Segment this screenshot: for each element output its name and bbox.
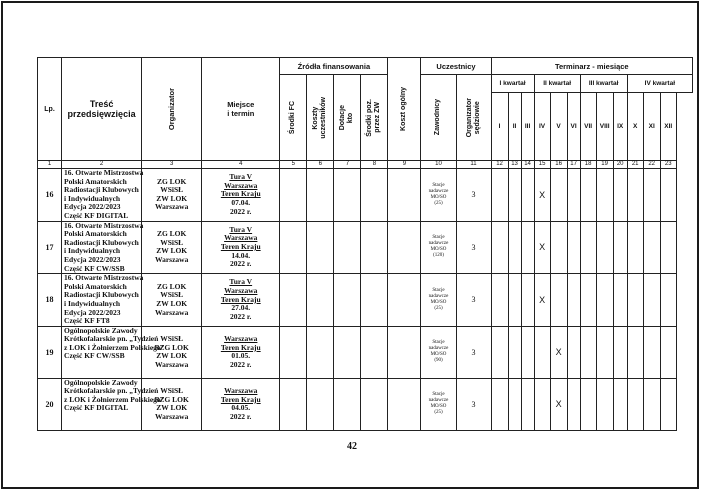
row-month-cell — [521, 378, 534, 430]
column-number: 2 — [62, 161, 142, 169]
row-tresc — [62, 221, 142, 274]
row-month-mark: X — [534, 169, 550, 222]
row-month-cell — [643, 378, 660, 430]
text-line: MO/SO — [430, 299, 447, 305]
text-line: Teren Kraju — [220, 242, 261, 252]
text-line: i Indywidualnych — [64, 246, 121, 256]
column-number: 6 — [307, 161, 334, 169]
row-month-cell — [660, 326, 676, 378]
row-miejsce — [202, 169, 280, 222]
text-line: Stacje — [432, 392, 445, 398]
text-line: (25) — [434, 410, 443, 416]
row-zawodnicy — [421, 326, 456, 378]
text-line: ZW LOK — [156, 246, 188, 256]
text-line: nadawcze — [428, 241, 449, 247]
text-line: Część KF DIGITAL — [64, 403, 129, 413]
row-organizator — [142, 169, 202, 222]
row-empty-cell — [280, 274, 307, 327]
row-tresc — [62, 274, 142, 327]
text-line: BZG LOK — [154, 394, 189, 404]
row-empty-cell — [280, 221, 307, 274]
row-empty-cell — [388, 326, 421, 378]
text-line: Tura V — [229, 224, 253, 234]
row-month-cell — [550, 274, 567, 327]
column-number: 3 — [142, 161, 202, 169]
text-line: 2022 r. — [230, 311, 252, 321]
row-month-cell — [643, 169, 660, 222]
row-organizator-sedziowie: 3 — [456, 169, 491, 222]
row-month-cell — [491, 274, 508, 327]
text-line: Polski Amatorskich — [64, 229, 127, 239]
text-line: Edycja 2022/2023 — [64, 202, 121, 212]
text-line: Radiostacji Klubowych — [64, 290, 139, 300]
text-line: z LOK i Żołnierzem Polskiego" — [64, 394, 165, 404]
text-line: Warszawa — [154, 359, 189, 369]
row-empty-cell — [307, 378, 334, 430]
row-month-cell — [613, 221, 627, 274]
text-line: Stacje — [432, 287, 445, 293]
row-empty-cell — [280, 169, 307, 222]
text-line: Część KF DIGITAL — [64, 210, 129, 220]
row-zawodnicy — [421, 221, 456, 274]
row-month-cell — [567, 169, 580, 222]
text-line: Warszawa — [224, 334, 258, 343]
column-number: 10 — [421, 161, 456, 169]
header-srodki-poz-zw: Środki poz. przez ZW — [361, 75, 388, 161]
header-lp: Lp. — [38, 58, 62, 161]
text-line: (25) — [434, 305, 443, 311]
row-month-cell — [567, 274, 580, 327]
header-month: IX — [613, 93, 627, 161]
text-line: nadawcze — [428, 398, 449, 404]
events-table — [37, 57, 693, 431]
text-line: Warszawa — [154, 254, 189, 264]
text-line: Tura V — [229, 277, 253, 287]
text-line: 04.05. — [231, 403, 251, 413]
row-empty-cell — [280, 326, 307, 378]
header-zawodnicy: Zawodnicy — [421, 75, 456, 161]
table-row — [38, 274, 693, 327]
header-month: X — [627, 93, 643, 161]
row-month-cell — [508, 378, 521, 430]
row-month-cell — [627, 274, 643, 327]
text-line: MO/SO — [430, 194, 447, 200]
row-month-cell — [534, 326, 550, 378]
text-line: ZG LOK — [156, 229, 187, 239]
text-line: ZW LOK — [156, 351, 188, 361]
row-zawodnicy — [421, 378, 456, 430]
row-empty-cell — [388, 169, 421, 222]
text-line: Polski Amatorskich — [64, 176, 127, 186]
column-number: 13 — [508, 161, 521, 169]
text-line: Teren Kraju — [220, 394, 261, 404]
text-line: ZG LOK — [156, 281, 187, 291]
row-month-mark: X — [534, 221, 550, 274]
header-organizator-sedziowie: Organizator sędziowie — [456, 75, 491, 161]
row-month-cell — [580, 221, 596, 274]
text-line: Radiostacji Klubowych — [64, 237, 139, 247]
text-line: i Indywidualnych — [64, 193, 121, 203]
header-srodki-fc: Środki FC — [280, 75, 307, 161]
row-tresc — [62, 377, 165, 430]
row-empty-cell — [307, 221, 334, 274]
text-line: 2022 r. — [230, 206, 252, 216]
row-month-cell — [613, 274, 627, 327]
text-line: Ogólnopolskie Zawody — [64, 325, 138, 335]
column-number: 21 — [627, 161, 643, 169]
row-miejsce — [202, 326, 280, 378]
column-number: 9 — [388, 161, 421, 169]
table-row — [38, 378, 693, 430]
row-month-cell — [613, 378, 627, 430]
row-miejsce — [202, 221, 280, 274]
header-kwartal-2: II kwartał — [534, 75, 580, 93]
column-number: 20 — [613, 161, 627, 169]
row-month-cell — [534, 378, 550, 430]
text-line: WSiSŁ — [160, 237, 184, 247]
column-number: 23 — [660, 161, 676, 169]
header-uczestnicy: Uczestnicy — [421, 58, 491, 75]
row-empty-cell — [388, 378, 421, 430]
row-month-cell — [580, 326, 596, 378]
header-month: V — [550, 93, 567, 161]
row-month-cell — [596, 221, 613, 274]
text-line: BZG LOK — [154, 342, 189, 352]
header-koszt-ogolny: Koszt ogólny — [388, 58, 421, 161]
row-lp: 17 — [38, 221, 62, 274]
row-month-cell — [596, 378, 613, 430]
row-month-cell — [550, 221, 567, 274]
row-empty-cell — [307, 274, 334, 327]
row-month-mark: X — [534, 274, 550, 327]
text-line: WSiSŁ — [160, 185, 184, 195]
row-month-cell — [567, 378, 580, 430]
row-month-cell — [596, 169, 613, 222]
table-row — [38, 169, 693, 222]
column-number: 14 — [521, 161, 534, 169]
row-month-cell — [643, 221, 660, 274]
text-line: Warszawa — [224, 286, 258, 296]
text-line: Stacje — [432, 235, 445, 241]
column-number: 17 — [567, 161, 580, 169]
text-line: Część KF CW/SSB — [64, 263, 125, 273]
row-miejsce — [202, 274, 280, 327]
text-line: Teren Kraju — [220, 189, 261, 199]
text-line: (120) — [433, 253, 444, 259]
row-empty-cell — [334, 274, 361, 327]
column-number: 4 — [202, 161, 280, 169]
text-line: ZG LOK — [156, 176, 187, 186]
row-organizator — [142, 274, 202, 327]
row-month-cell — [491, 326, 508, 378]
text-line: Warszawa — [224, 233, 258, 243]
row-tresc — [62, 325, 165, 378]
column-number: 5 — [280, 161, 307, 169]
row-lp: 19 — [38, 326, 62, 378]
text-line: Edycja 2022/2023 — [64, 307, 121, 317]
row-lp: 16 — [38, 169, 62, 222]
text-line: Część KF FT8 — [64, 316, 110, 326]
column-number: 7 — [334, 161, 361, 169]
text-line: 01.05. — [231, 351, 251, 361]
text-line: Ogólnopolskie Zawody — [64, 377, 138, 387]
row-empty-cell — [307, 169, 334, 222]
column-number: 18 — [580, 161, 596, 169]
row-empty-cell — [334, 169, 361, 222]
text-line: MO/SO — [430, 404, 447, 410]
row-empty-cell — [361, 274, 388, 327]
text-line: nadawcze — [428, 346, 449, 352]
text-line: z LOK i Żołnierzem Polskiego" — [64, 342, 165, 352]
row-month-cell — [508, 274, 521, 327]
row-month-cell — [613, 169, 627, 222]
header-miejsce: Miejsce i termin — [202, 58, 280, 161]
row-organizator-sedziowie: 3 — [456, 221, 491, 274]
text-line: Warszawa — [154, 411, 189, 421]
row-empty-cell — [334, 326, 361, 378]
header-kwartal-3: III kwartał — [580, 75, 627, 93]
row-month-cell — [508, 326, 521, 378]
column-number: 15 — [534, 161, 550, 169]
text-line: (25) — [434, 200, 443, 206]
text-line: ZW LOK — [156, 193, 188, 203]
text-line: 2022 r. — [230, 359, 252, 369]
row-month-cell — [660, 169, 676, 222]
header-month: IV — [534, 93, 550, 161]
row-empty-cell — [361, 326, 388, 378]
row-empty-cell — [388, 274, 421, 327]
page-number: 42 — [347, 441, 357, 452]
text-line: MO/SO — [430, 352, 447, 358]
text-line: WSiSŁ — [160, 290, 184, 300]
row-organizator — [142, 221, 202, 274]
column-number: 19 — [596, 161, 613, 169]
row-month-mark: X — [550, 378, 567, 430]
text-line: 07.04. — [231, 198, 251, 208]
text-line: Warszawa — [224, 180, 258, 190]
row-month-cell — [613, 326, 627, 378]
header-terminarz: Terminarz - miesiące — [491, 58, 692, 75]
row-month-cell — [491, 169, 508, 222]
row-empty-cell — [307, 326, 334, 378]
row-month-cell — [521, 274, 534, 327]
row-month-cell — [627, 221, 643, 274]
row-zawodnicy — [421, 274, 456, 327]
column-number: 22 — [643, 161, 660, 169]
table-row — [38, 221, 693, 274]
row-month-cell — [643, 274, 660, 327]
text-line: WSiSŁ — [160, 386, 184, 395]
text-line: Warszawa — [154, 202, 189, 212]
text-line: ZW LOK — [156, 298, 188, 308]
row-empty-cell — [334, 378, 361, 430]
header-month: VI — [567, 93, 580, 161]
text-line: ZW LOK — [156, 403, 188, 413]
row-empty-cell — [361, 378, 388, 430]
header-tresc: Treść przedsięwzięcia — [62, 58, 142, 161]
row-lp: 18 — [38, 274, 62, 327]
row-month-cell — [491, 378, 508, 430]
row-tresc — [62, 169, 142, 222]
header-month: II — [508, 93, 521, 161]
header-month: III — [521, 93, 534, 161]
row-miejsce — [202, 378, 280, 430]
text-line: Krótkofalarskie pn. „Tydzień — [64, 386, 159, 396]
text-line: Radiostacji Klubowych — [64, 185, 139, 195]
row-month-cell — [508, 221, 521, 274]
header-dotacje-kto: Dotacje kto — [334, 75, 361, 161]
row-month-cell — [567, 326, 580, 378]
text-line: MO/SO — [430, 247, 447, 253]
header-month: VII — [580, 93, 596, 161]
row-organizator-sedziowie: 3 — [456, 326, 491, 378]
header-kwartal-1: I kwartał — [491, 75, 534, 93]
text-line: Część KF CW/SSB — [64, 351, 125, 361]
text-line: 14.04. — [231, 250, 251, 260]
header-month: XI — [643, 93, 660, 161]
row-month-cell — [491, 221, 508, 274]
row-lp: 20 — [38, 378, 62, 430]
row-empty-cell — [388, 221, 421, 274]
row-month-cell — [580, 274, 596, 327]
header-month: I — [491, 93, 508, 161]
row-month-mark: X — [550, 326, 567, 378]
column-number: 8 — [361, 161, 388, 169]
header-month: XII — [660, 93, 676, 161]
text-line: Teren Kraju — [220, 294, 261, 304]
column-number: 16 — [550, 161, 567, 169]
row-zawodnicy — [421, 169, 456, 222]
row-month-cell — [627, 326, 643, 378]
row-empty-cell — [334, 221, 361, 274]
text-line: Warszawa — [154, 307, 189, 317]
header-kwartal-4: IV kwartał — [627, 75, 692, 93]
text-line: 16. Otwarte Mistrzostwa — [64, 168, 144, 177]
row-month-cell — [660, 378, 676, 430]
text-line: nadawcze — [428, 293, 449, 299]
row-month-cell — [643, 326, 660, 378]
column-number: 11 — [456, 161, 491, 169]
text-line: 16. Otwarte Mistrzostwa — [64, 273, 144, 283]
text-line: 2022 r. — [230, 259, 252, 269]
row-empty-cell — [361, 169, 388, 222]
row-month-cell — [567, 221, 580, 274]
row-month-cell — [580, 378, 596, 430]
text-line: WSiSŁ — [160, 334, 184, 343]
row-month-cell — [627, 169, 643, 222]
column-number: 12 — [491, 161, 508, 169]
header-organizator: Organizator — [142, 58, 202, 161]
text-line: Edycja 2022/2023 — [64, 254, 121, 264]
header-koszty-uczestnikow: Koszty uczestników — [307, 75, 334, 161]
text-line: nadawcze — [428, 188, 449, 194]
row-month-cell — [596, 274, 613, 327]
text-line: Teren Kraju — [220, 342, 261, 352]
header-zrodla: Źródła finansowania — [280, 58, 388, 75]
text-line: 2022 r. — [230, 411, 252, 421]
row-empty-cell — [280, 378, 307, 430]
row-month-cell — [660, 274, 676, 327]
column-number: 1 — [38, 161, 62, 169]
text-line: Warszawa — [224, 386, 258, 395]
header-month: VIII — [596, 93, 613, 161]
row-month-cell — [550, 169, 567, 222]
text-line: Polski Amatorskich — [64, 281, 127, 291]
text-line: (90) — [434, 358, 443, 364]
row-organizator-sedziowie: 3 — [456, 274, 491, 327]
row-empty-cell — [361, 221, 388, 274]
row-month-cell — [521, 326, 534, 378]
text-line: i Indywidualnych — [64, 298, 121, 308]
row-month-cell — [521, 221, 534, 274]
text-line: 16. Otwarte Mistrzostwa — [64, 220, 144, 230]
row-month-cell — [521, 169, 534, 222]
row-month-cell — [508, 169, 521, 222]
table-row — [38, 326, 693, 378]
text-line: Stacje — [432, 182, 445, 188]
text-line: Krótkofalarskie pn. „Tydzień — [64, 334, 159, 344]
text-line: 27.04. — [231, 303, 251, 313]
text-line: Tura V — [229, 172, 253, 182]
row-month-cell — [627, 378, 643, 430]
row-month-cell — [660, 221, 676, 274]
row-month-cell — [596, 326, 613, 378]
row-organizator-sedziowie: 3 — [456, 378, 491, 430]
row-month-cell — [580, 169, 596, 222]
text-line: Stacje — [432, 340, 445, 346]
